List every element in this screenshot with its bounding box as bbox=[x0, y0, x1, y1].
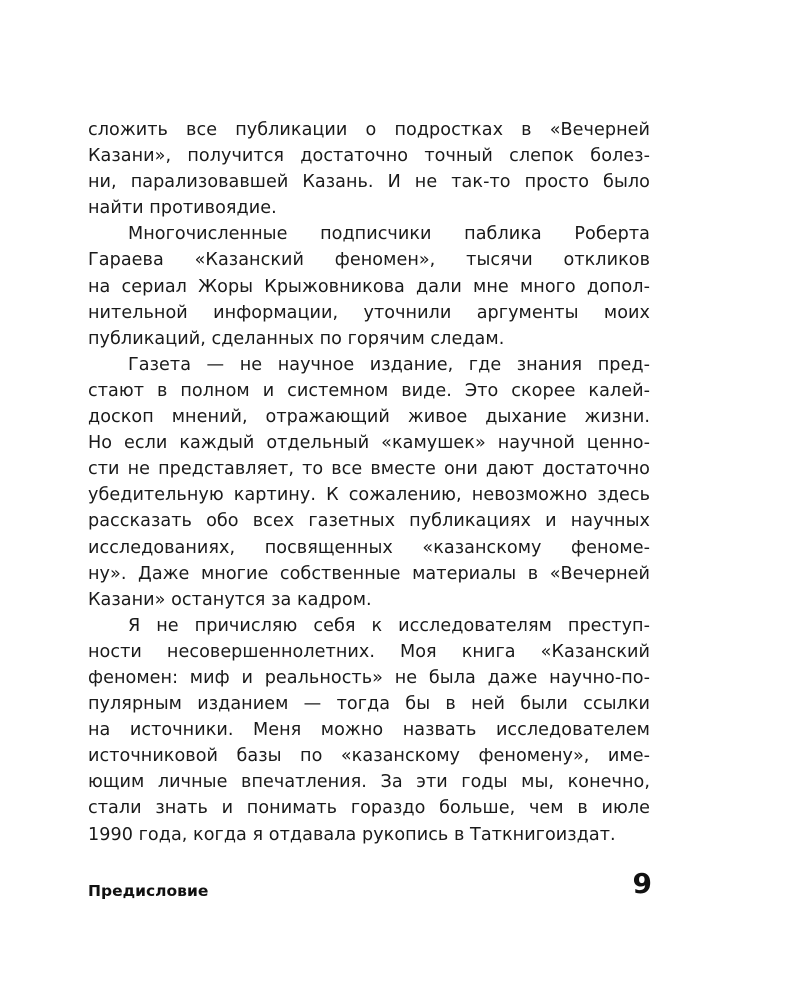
text-line: пулярным изданием — тогда бы в ней были ссылки bbox=[88, 694, 650, 715]
text-line: стали знать и понимать гораздо больше, чем в июле bbox=[88, 798, 650, 819]
text-line: стают в полном и системном виде. Это скорее калей- bbox=[88, 380, 650, 401]
text-line: на источники. Меня можно назвать исследователем bbox=[88, 720, 650, 741]
text-line: Но если каждый отдельный «камушек» научной ценно- bbox=[88, 433, 650, 454]
text-line: нительной информации, уточнили аргументы моих bbox=[88, 302, 650, 323]
text-line: Казани», получится достаточно точный слепок болез- bbox=[88, 146, 650, 167]
text-line: феномен: миф и реальность» не была даже научно-по- bbox=[88, 667, 650, 688]
running-footer-title: Предисловие bbox=[88, 882, 209, 900]
body-text bbox=[88, 117, 650, 848]
text-line: доскоп мнений, отражающий живое дыхание жизни. bbox=[88, 407, 650, 428]
text-line: ющим личные впечатления. За эти годы мы, конечно, bbox=[88, 772, 650, 793]
text-line: публикаций, сделанных по горячим следам. bbox=[88, 328, 505, 349]
text-line: найти противоядие. bbox=[88, 198, 277, 219]
text-line: сти не представляет, то все вместе они дают достаточно bbox=[88, 459, 650, 480]
text-line: ну». Даже многие собственные материалы в «Вечерней bbox=[88, 563, 650, 584]
text-line: ни, парализовавшей Казань. И не так-то просто было bbox=[88, 172, 650, 193]
page-number: 9 bbox=[632, 867, 652, 900]
text-line: источниковой базы по «казанскому феномену», име- bbox=[88, 746, 650, 767]
text-line: исследованиях, посвященных «казанскому феноме- bbox=[88, 537, 650, 558]
text-line: рассказать обо всех газетных публикациях и научных bbox=[88, 511, 650, 532]
text-line: сложить все публикации о подростках в «Вечерней bbox=[88, 120, 650, 140]
text-line: Я не причисляю себя к исследователям преступ- bbox=[128, 615, 650, 636]
text-line: на сериал Жоры Крыжовникова дали мне много допол- bbox=[88, 276, 650, 297]
text-line: Газета — не научное издание, где знания пред- bbox=[128, 354, 650, 375]
text-line: ности несовершеннолетних. Моя книга «Казанский bbox=[88, 641, 650, 662]
text-line: убедительную картину. К сожалению, невозможно здесь bbox=[88, 485, 650, 506]
text-line: Гараева «Казанский феномен», тысячи откликов bbox=[88, 250, 650, 271]
text-line: Многочисленные подписчики паблика Роберта bbox=[128, 224, 650, 245]
text-line: Казани» останутся за кадром. bbox=[88, 589, 372, 610]
text-line: 1990 года, когда я отдавала рукопись в Таткнигоиздат. bbox=[88, 824, 616, 845]
